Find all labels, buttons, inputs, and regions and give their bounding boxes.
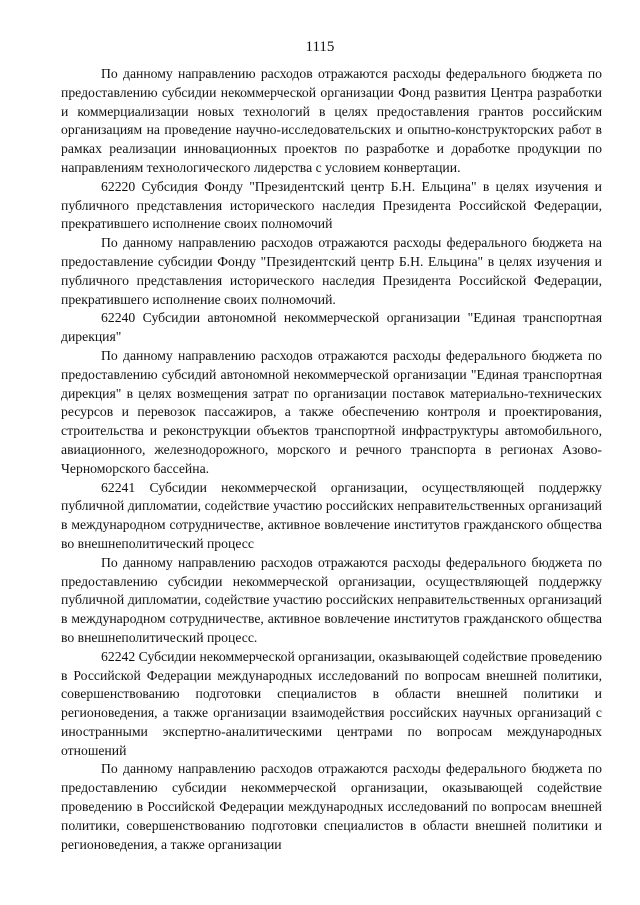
paragraph-62240-description: По данному направлению расходов отражаются расходы федерального бюджета по предоставлению субсидий автономной некоммерческой организации "Единая транспортная дирекция" в целях возмещения затрат по организации поставок материально-технических ресурсов и перевозок пассажиров, а также обеспечению контроля и проектирования, строительства и реконструкции объектов транспортной инфраструктуры автомобильного, авиационного, железнодорожного, морского и речного транспорта в регионах Азово-Черноморского бассейна. [61, 347, 602, 476]
paragraph-62241-description: По данному направлению расходов отражаются расходы федерального бюджета по предоставлению субсидии некоммерческой организации, осуществляющей поддержку публичной дипломатии, содействие участию российских неправительственных организаций в международном сотрудничестве, активное вовлечение институтов гражданского общества во внешнеполитический процесс. [61, 554, 602, 645]
paragraph-62220-heading: 62220 Субсидия Фонду "Президентский центр Б.Н. Ельцина" в целях изучения и публичного представления исторического наследия Президента Российской Федерации, прекратившего исполнение своих полномочий [61, 178, 602, 232]
paragraph-62220-description: По данному направлению расходов отражаются расходы федерального бюджета на предоставление субсидии Фонду "Президентский центр Б.Н. Ельцина" в целях изучения и публичного представления исторического наследия Президента Российской Федерации, прекратившего исполнение своих полномочий. [61, 235, 602, 307]
paragraph-62242-description: По данному направлению расходов отражаются расходы федерального бюджета по предоставлению субсидии некоммерческой организации, оказывающей содействие проведению в Российской Федерации международных исследований по вопросам внешней политики, совершенствованию подготовки специалистов в области внешней политики и регионоведения, а также организации [61, 761, 602, 852]
paragraph-62240-heading: 62240 Субсидии автономной некоммерческой организации "Единая транспортная дирекция" [61, 310, 602, 345]
paragraph-fund-grants-description: По данному направлению расходов отражаются расходы федерального бюджета по предоставлению субсидии некоммерческой организации Фонд развития Центра разработки и коммерциализации новых технологий в целях предоставления грантов российским организациям на проведение научно-исследовательских и опытно-конструкторских работ в рамках реализации инновационных проектов по разработке и доработке продукции по направлениям технологического лидерства с условием конвертации. [61, 66, 602, 175]
page-number: 1115 [305, 39, 335, 55]
paragraph-62242-heading: 62242 Субсидии некоммерческой организации, оказывающей содействие проведению в Российской Федерации международных исследований по вопросам внешней политики, совершенствованию подготовки специалистов в области внешней политики и регионоведения, а также организации взаимодействия российских научных организаций с иностранными экспертно-аналитическими центрами по вопросам международных отношений [61, 648, 602, 758]
document-body [61, 65, 602, 854]
paragraph-62241-heading: 62241 Субсидии некоммерческой организации, осуществляющей поддержку публичной дипломатии, содействие участию российских неправительственных организаций в международном сотрудничестве, активное вовлечение институтов гражданского общества во внешнеполитический процесс [61, 479, 602, 551]
